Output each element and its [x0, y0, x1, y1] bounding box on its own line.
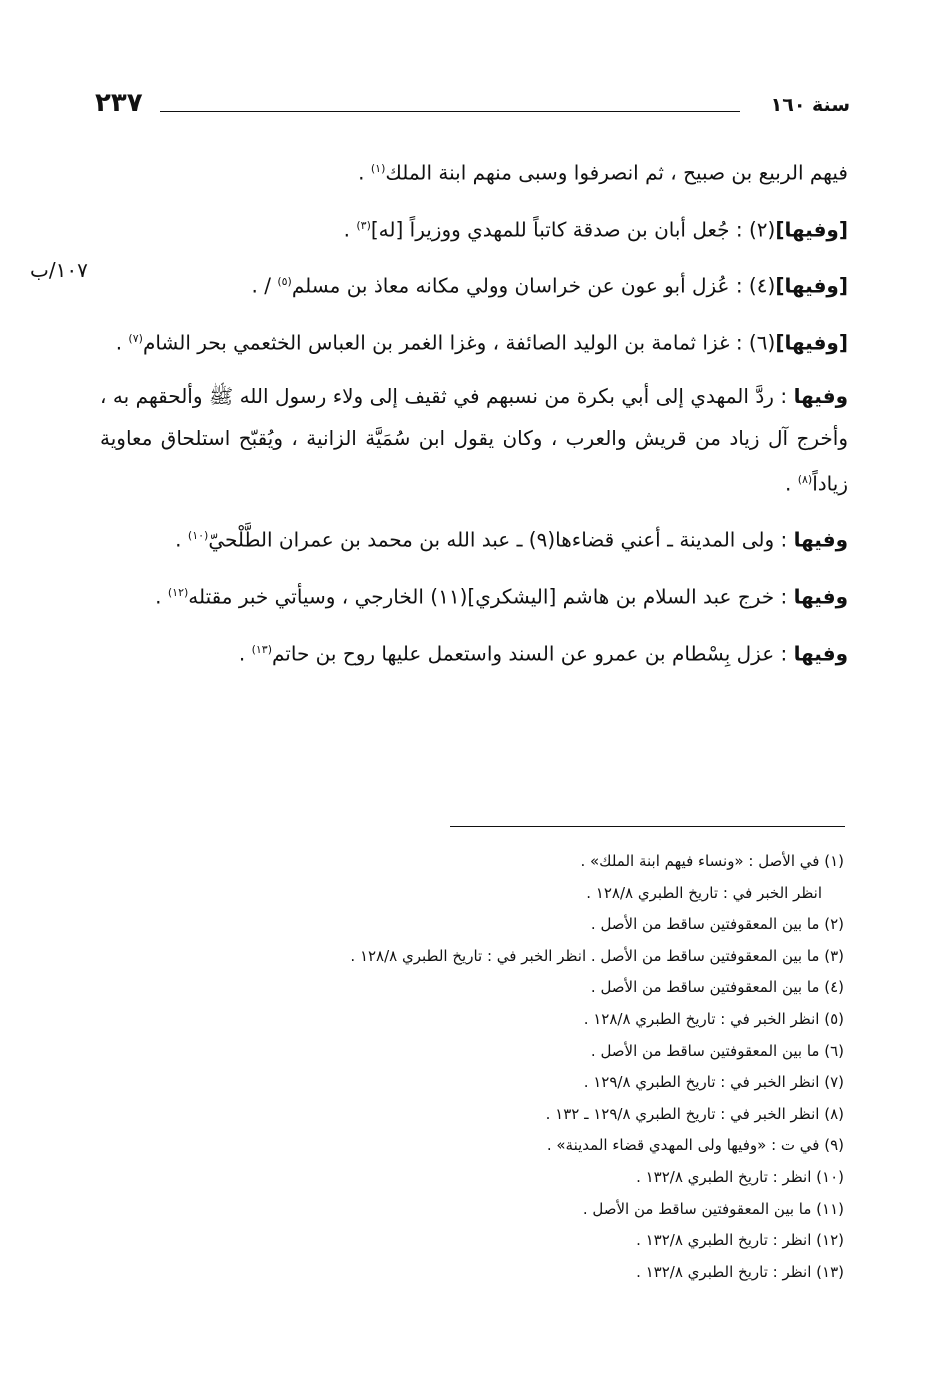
paragraph: فيهم الربيع بن صبيح ، ثم انصرفوا وسبى منهم ابنة الملك$^{(١)}$ .: [358, 160, 848, 185]
paragraph: [وفيها](٤) : عُزل أبو عون عن خراسان وولي مكانه معاذ بن مسلم$^{(٥)}$ / .: [251, 273, 848, 298]
running-header-year: سنة ١٦٠: [770, 94, 850, 116]
paragraph: وفيها : عزل بِسْطام بن عمرو عن السند واستعمل عليها روح بن حاتم$^{(١٣)}$ .: [238, 641, 848, 666]
main-text: [100, 148, 848, 685]
footnote: (٦) ما بين المعقوفتين ساقط من الأصل .: [590, 1041, 844, 1060]
footnote: (١١) ما بين المعقوفتين ساقط من الأصل .: [582, 1199, 844, 1218]
page-number: ٢٣٧: [95, 88, 143, 118]
paragraph: [وفيها](٢) : جُعل أبان بن صدقة كاتباً للمهدي ووزيراً [له]$^{(٣)}$ .: [343, 217, 848, 242]
footnote: (١٢) انظر : تاريخ الطبري ١٣٢/٨ .: [636, 1231, 844, 1250]
footnote: (١) في الأصل : «ونساء فيهم ابنة الملك» .: [580, 852, 844, 870]
footnote: (٥) انظر الخبر في : تاريخ الطبري ١٢٨/٨ .: [583, 1009, 844, 1028]
footnotes: [224, 846, 844, 1288]
paragraph: وفيها : ردَّ المهدي إلى أبي بكرة من نسبهم في ثقيف إلى ولاء رسول الله ﷺ وألحقهم به ، وأخرج آل زياد من قريش والعرب ، وكان يقول ابن سُمَيَّة الزانية ، ويُقبّح استلحاق معاوية زياداً$^{(٨)}$ .: [100, 383, 848, 496]
paragraph: [وفيها](٦) : غزا ثمامة بن الوليد الصائفة ، وغزا الغمر بن العباس الخثعمي بحر الشام$^{(٧)}$ .: [115, 330, 848, 355]
footnote: انظر الخبر في : تاريخ الطبري ١٢٨/٨ .: [586, 883, 822, 902]
page-header: [95, 88, 850, 128]
manuscript-folio-note: ١٠٧/ب: [30, 258, 88, 282]
footnote: (١٠) انظر : تاريخ الطبري ١٣٢/٨ .: [636, 1167, 844, 1186]
paragraph: وفيها : ولى المدينة ـ أعني قضاءها(٩) ـ عبد الله بن محمد بن عمران الطَّلْحيّ$^{(١٠)}$ .: [175, 527, 848, 552]
footnote-separator: [450, 826, 845, 827]
footnote: (١٣) انظر : تاريخ الطبري ١٣٢/٨ .: [636, 1262, 844, 1281]
footnote: (٤) ما بين المعقوفتين ساقط من الأصل .: [590, 978, 844, 997]
footnote: (٣) ما بين المعقوفتين ساقط من الأصل . انظر الخبر في : تاريخ الطبري ١٢٨/٨ .: [350, 946, 844, 965]
header-rule: [160, 111, 740, 112]
footnote: (٧) انظر الخبر في : تاريخ الطبري ١٢٩/٨ .: [583, 1073, 844, 1092]
footnote: (٨) انظر الخبر في : تاريخ الطبري ١٢٩/٨ ـ ١٣٢ .: [545, 1104, 844, 1123]
paragraph: وفيها : خرج عبد السلام بن هاشم [اليشكري](١١) الخارجي ، وسيأتي خبر مقتله$^{(١٢)}$ .: [155, 584, 848, 609]
footnote: (٢) ما بين المعقوفتين ساقط من الأصل .: [590, 915, 844, 934]
footnote: (٩) في ت : «وفيها ولى المهدي قضاء المدينة» .: [546, 1136, 844, 1155]
